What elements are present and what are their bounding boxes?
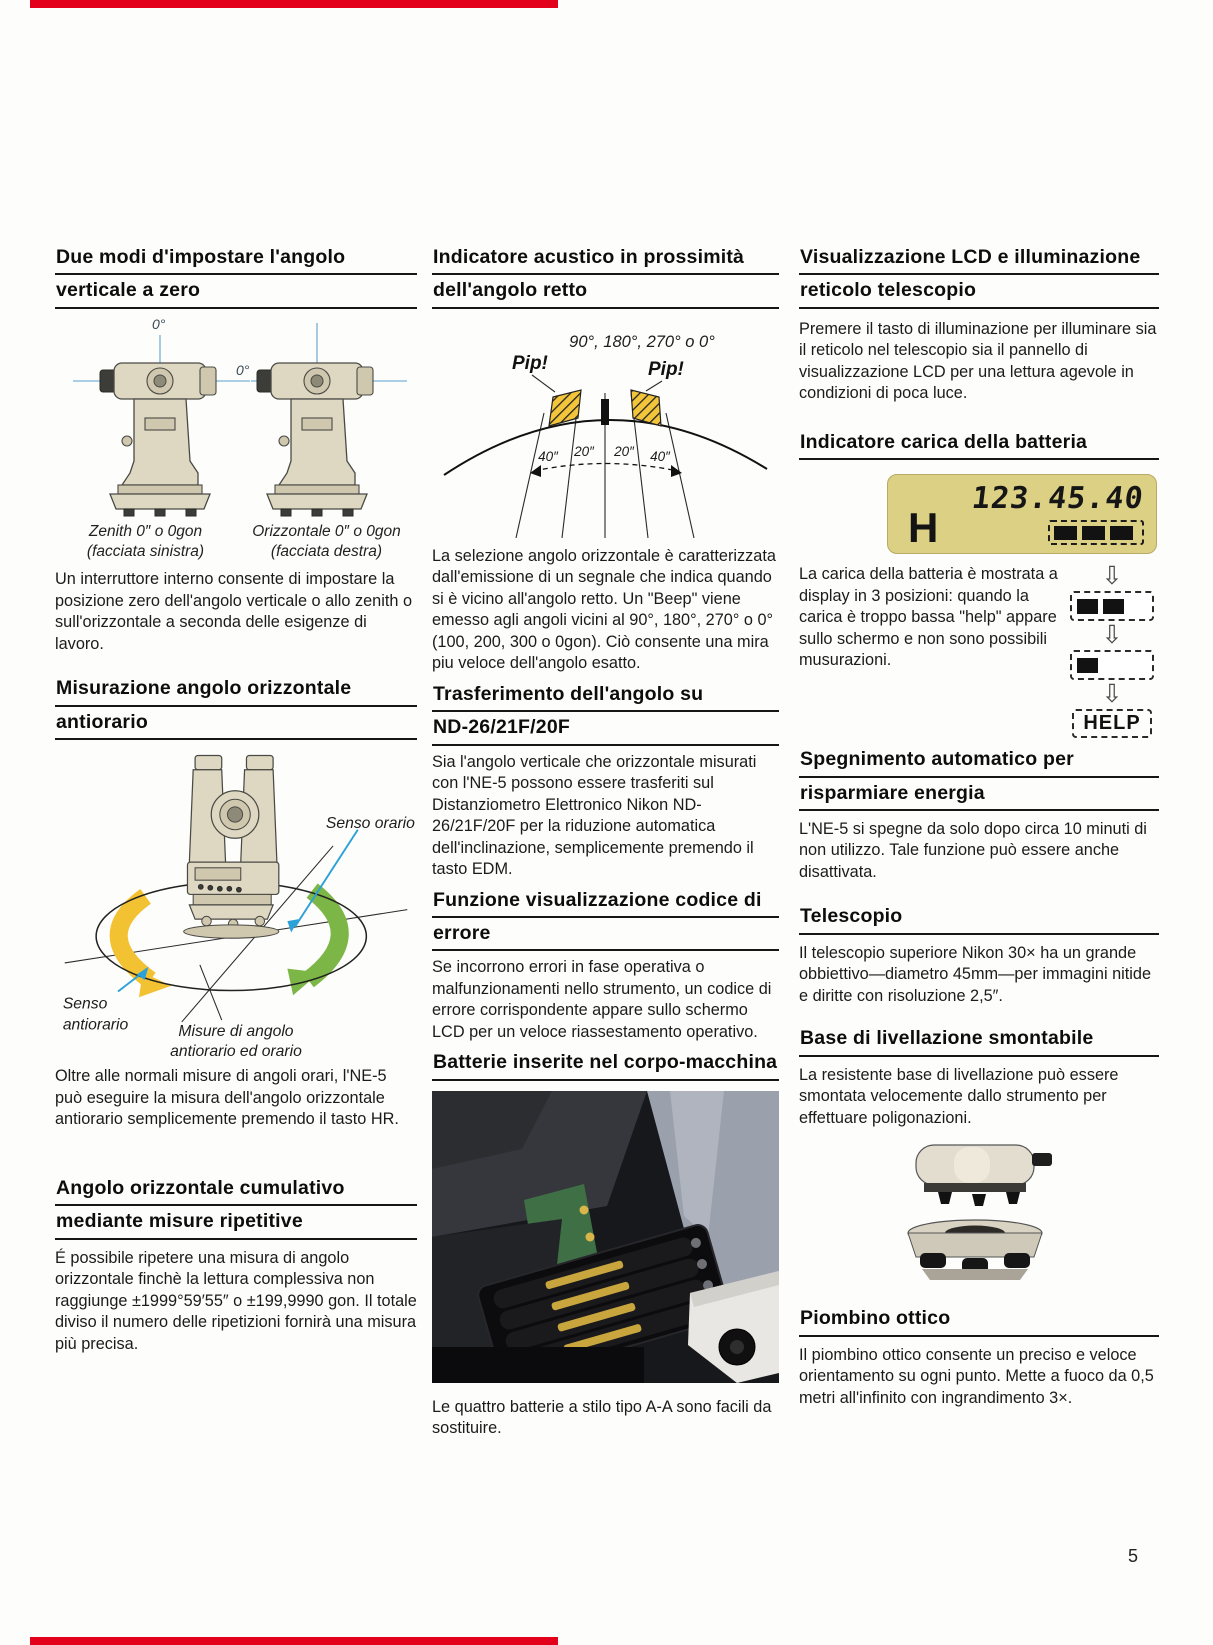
heading-telescopio: Telescopio [799,905,1159,934]
heading-codice-errore: Funzione visualizzazione codice di errore [432,889,779,952]
heading-misurazione-antiorario: Misurazione angolo orizzontale antiorario [55,677,417,740]
paragraph-base: La resistente base di livellazione può essere smontata velocemente dallo strumento per effettuare poligonazioni. [799,1065,1119,1127]
label-pip-right: Pip! [648,358,684,380]
down-arrow-icon: ⇩ [1101,562,1123,591]
battery-cell [1110,526,1133,540]
heading-due-modi: Due modi d'impostare l'angolo verticale a zero [55,246,417,309]
label-pip-left: Pip! [512,352,548,374]
center-tick [601,399,609,425]
battery-levels-block [799,564,1159,738]
heading-angolo-cumulativo: Angolo orizzontale cumulativo mediante misure ripetitive [55,1177,417,1240]
page-number: 5 [1128,1546,1139,1566]
theodolite-zero-illustration [55,313,417,518]
right-column [799,246,1159,1409]
paragraph-beep: La selezione angolo orizzontale è caratterizzata dall'emissione di un segnale che indica quando si è vicino all'angolo retto. Un "Beep" viene emesso agli angoli vicini al 90°, 180°, 270° o 0° (100, 200, 300 o 0gon). Ciò consente una mira piu veloce dell'angolo esatto. [432,546,776,673]
down-arrow-icon: ⇩ [1101,680,1123,709]
rotation-direction-illustration [55,746,417,1060]
lcd-display [887,474,1157,554]
lcd-mode-letter: H [908,504,939,552]
middle-column [432,246,779,1440]
battery-cell [1054,526,1077,540]
label-misure-2: antiorario ed orario [170,1043,302,1061]
battery-indicator-low [1070,650,1154,680]
left-column [55,246,417,1355]
battery-cell [1082,526,1105,540]
battery-cell [1077,658,1098,673]
caption-batterie: Le quattro batterie a stilo tipo A-A sono facili da sostituire. [432,1397,772,1438]
theodolite-front-right [257,363,373,516]
heading-visualizzazione-lcd: Visualizzazione LCD e illuminazione reticolo telescopio [799,246,1159,309]
heading-trasferimento: Trasferimento dell'angolo su ND-26/21F/20F [432,683,779,746]
heading-spegnimento: Spegnimento automatico per risparmiare energia [799,748,1159,811]
label-senso-orario: Senso orario [325,815,415,833]
heading-piombino: Piombino ottico [799,1307,1159,1336]
tribrach-photo [894,1141,1069,1289]
tick-40-right: 40″ [650,448,670,464]
top-red-bar [30,0,558,8]
label-senso-antiorario-1: Senso [62,995,108,1013]
paragraph-telescopio: Il telescopio superiore Nikon 30× ha un grande obbiettivo—diametro 45mm—per immagini nitide e diritte con risoluzione 2,5″. [799,943,1152,1005]
battery-indicator-full [1048,520,1144,545]
battery-level-rail [1065,564,1159,738]
zero-degree-label-left: 0° [152,315,166,332]
heading-batterie: Batterie inserite nel corpo-macchina [432,1051,779,1080]
help-indicator: HELP [1072,709,1151,738]
battery-compartment-photo [432,1091,779,1383]
paragraph-trasferimento: Sia l'angolo verticale che orizzontale misurati con l'NE-5 possono essere trasferiti sul Distanziometro Elettronico Nikon ND-26/21F/20F per la riduzione automatica dell'inclinazione, semplicemente premendo il tasto EDM. [432,752,757,879]
paragraph-errore: Se incorrono errori in fase operativa o malfunzionamenti nello strumento, un codice di errore corrispondente appare sullo schermo LCD per un veloce riassestamento operativo. [432,958,772,1041]
theodolite-front-left [100,363,216,516]
paragraph-spegnimento: L'NE-5 si spegne da solo dopo circa 10 minuti di non utilizzo. Tale funzione può essere anche disattivata. [799,819,1147,881]
tick-20-right: 20″ [614,443,634,459]
paragraph-carica: La carica della batteria è mostrata a display in 3 posizioni: quando la carica è troppo bassa "help" appare sullo schermo e non sono possibili musurazioni. [799,565,1058,670]
heading-indicatore-batteria: Indicatore carica della batteria [799,431,1159,460]
tick-40-left: 40″ [538,448,558,464]
beep-angle-diagram [432,313,779,538]
theodolite-perspective [184,756,279,939]
figure-captions [55,522,417,562]
paragraph-interruttore: Un interruttore interno consente di impostare la posizione zero dell'angolo verticale o allo zenith o sull'orizzontale a seconda delle esigenze di lavoro. [55,570,412,653]
down-arrow-icon: ⇩ [1101,621,1123,650]
heading-base-livellazione: Base di livellazione smontabile [799,1027,1159,1056]
paragraph-piombino: Il piombino ottico consente un preciso e veloce orientamento su ogni punto. Mette a fuoco da 0,5 metri all'infinito con ingrandimento 3×. [799,1345,1154,1407]
caption-zenith: Zenith 0″ o 0gon (facciata sinistra) [86,522,205,560]
blue-pointer-right [287,919,298,932]
tick-20-left: 20″ [574,443,594,459]
heading-indicatore-acustico: Indicatore acustico in prossimità dell'angolo retto [432,246,779,309]
label-senso-antiorario-2: antiorario [62,1016,129,1034]
zero-degree-label-right: 0° [236,361,250,378]
bottom-red-bar [30,1637,558,1645]
lcd-angle-readout: 123.45.40 [970,481,1147,517]
battery-cell [1103,599,1124,614]
caption-orizzontale: Orizzontale 0″ o 0gon (facciata destra) [252,522,401,560]
paragraph-illuminazione: Premere il tasto di illuminazione per illuminare sia il reticolo nel telescopio sia il pannello di visualizzazione LCD per una lettura agevole in condizioni di poca luce. [799,319,1157,403]
paragraph-ripetizioni: É possibile ripetere una misura di angolo orizzontale finchè la lettura complessiva non raggiunge ±1999°59′55″ o ±199,9990 gon. Il totale diviso il numero delle ripetizioni fornirà una misura più precisa. [55,1248,417,1353]
battery-cell [1077,599,1098,614]
battery-indicator-medium [1070,591,1154,621]
label-misure-1: Misure di angolo [178,1023,294,1041]
label-right-angles: 90°, 180°, 270° o 0° [569,332,715,351]
paragraph-antiorario: Oltre alle normali misure di angoli orari, l'NE-5 può eseguire la misura dell'angolo orizzontale antiorario semplicemente premendo il tasto HR. [55,1067,399,1129]
